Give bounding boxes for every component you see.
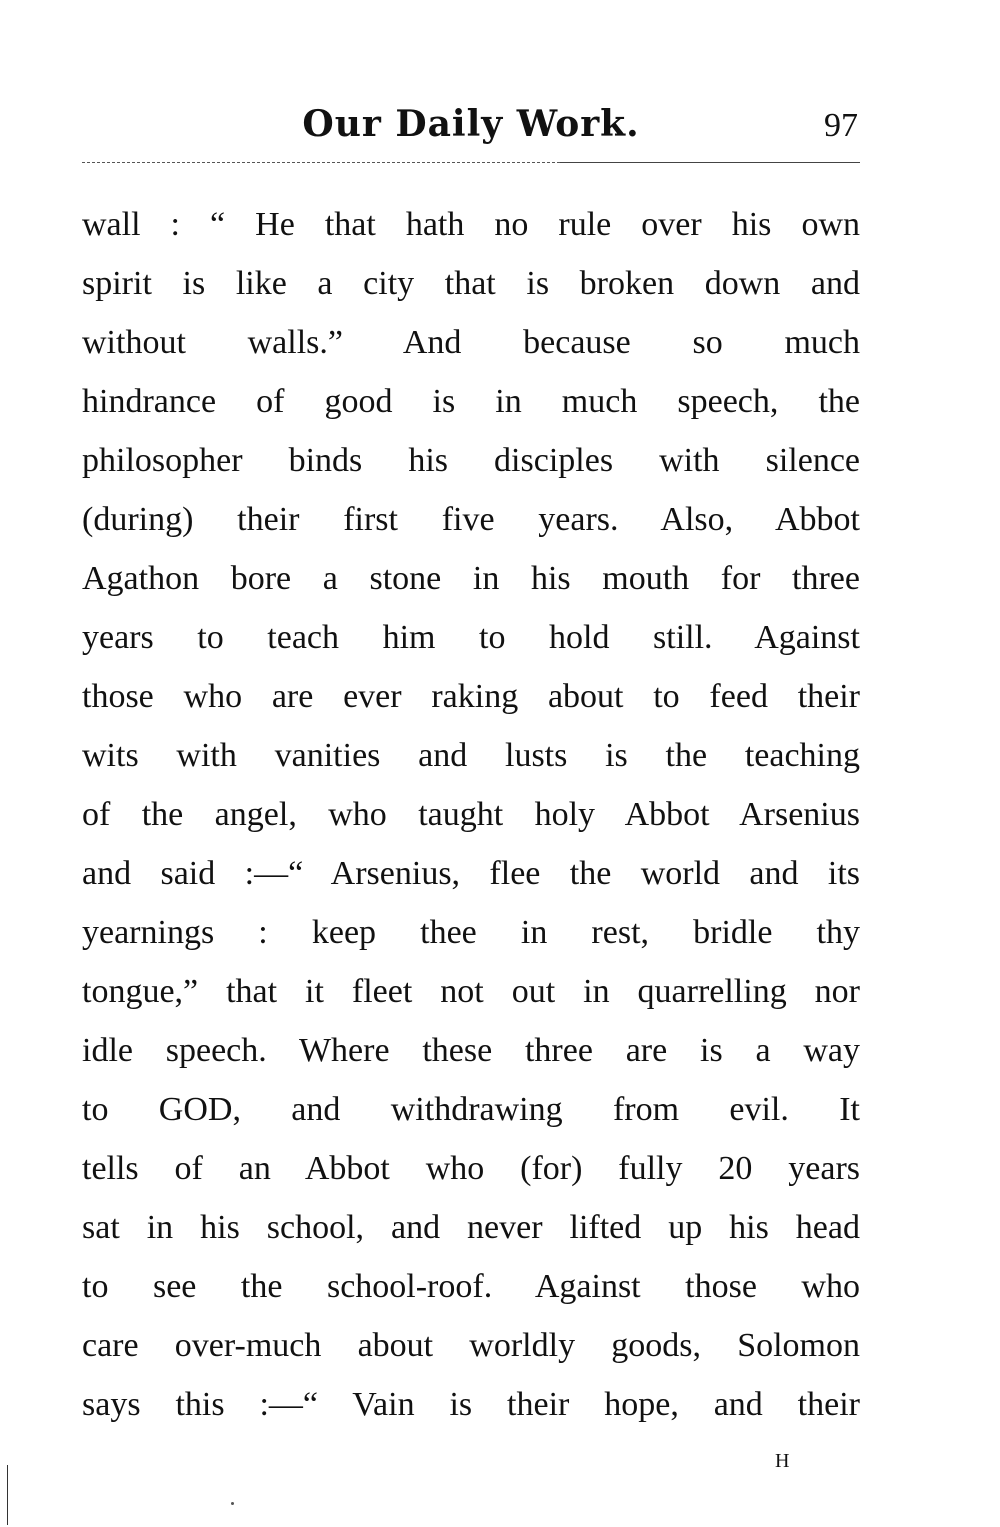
text-line: spirit is like a city that is broken down and <box>82 265 860 302</box>
header-rule-solid <box>560 162 860 163</box>
text-line: of the angel, who taught holy Abbot Arsenius <box>82 796 860 833</box>
text-line: wits with vanities and lusts is the teaching <box>82 737 860 774</box>
text-line: and said :—“ Arsenius, flee the world and its <box>82 855 860 892</box>
text-line: Agathon bore a stone in his mouth for three <box>82 560 860 597</box>
text-line: years to teach him to hold still. Against <box>82 619 860 656</box>
text-line: hindrance of good is in much speech, the <box>82 383 860 420</box>
margin-mark <box>7 1465 8 1525</box>
text-line: (during) their first five years. Also, Abbot <box>82 501 860 538</box>
signature-mark: H <box>775 1450 791 1472</box>
text-line: philosopher binds his disciples with silence <box>82 442 860 479</box>
body-text <box>82 195 860 1434</box>
text-line: tells of an Abbot who (for) fully 20 years <box>82 1150 860 1187</box>
text-line: sat in his school, and never lifted up his head <box>82 1209 860 1246</box>
text-line: to GOD, and withdrawing from evil. It <box>82 1091 860 1128</box>
text-line: care over-much about worldly goods, Solomon <box>82 1327 860 1364</box>
text-line: without walls.” And because so much <box>82 324 860 361</box>
text-line: says this :—“ Vain is their hope, and their <box>82 1386 860 1423</box>
print-speck <box>231 1502 234 1505</box>
text-line: tongue,” that it fleet not out in quarrelling nor <box>82 973 860 1010</box>
text-line: wall : “ He that hath no rule over his own <box>82 206 860 243</box>
text-line: those who are ever raking about to feed their <box>82 678 860 715</box>
text-line: yearnings : keep thee in rest, bridle thy <box>82 914 860 951</box>
running-title: Our Daily Work. <box>302 103 640 145</box>
page-number: 97 <box>824 107 858 144</box>
text-line: idle speech. Where these three are is a way <box>82 1032 860 1069</box>
page-header <box>82 96 860 160</box>
text-line: to see the school-roof. Against those who <box>82 1268 860 1305</box>
